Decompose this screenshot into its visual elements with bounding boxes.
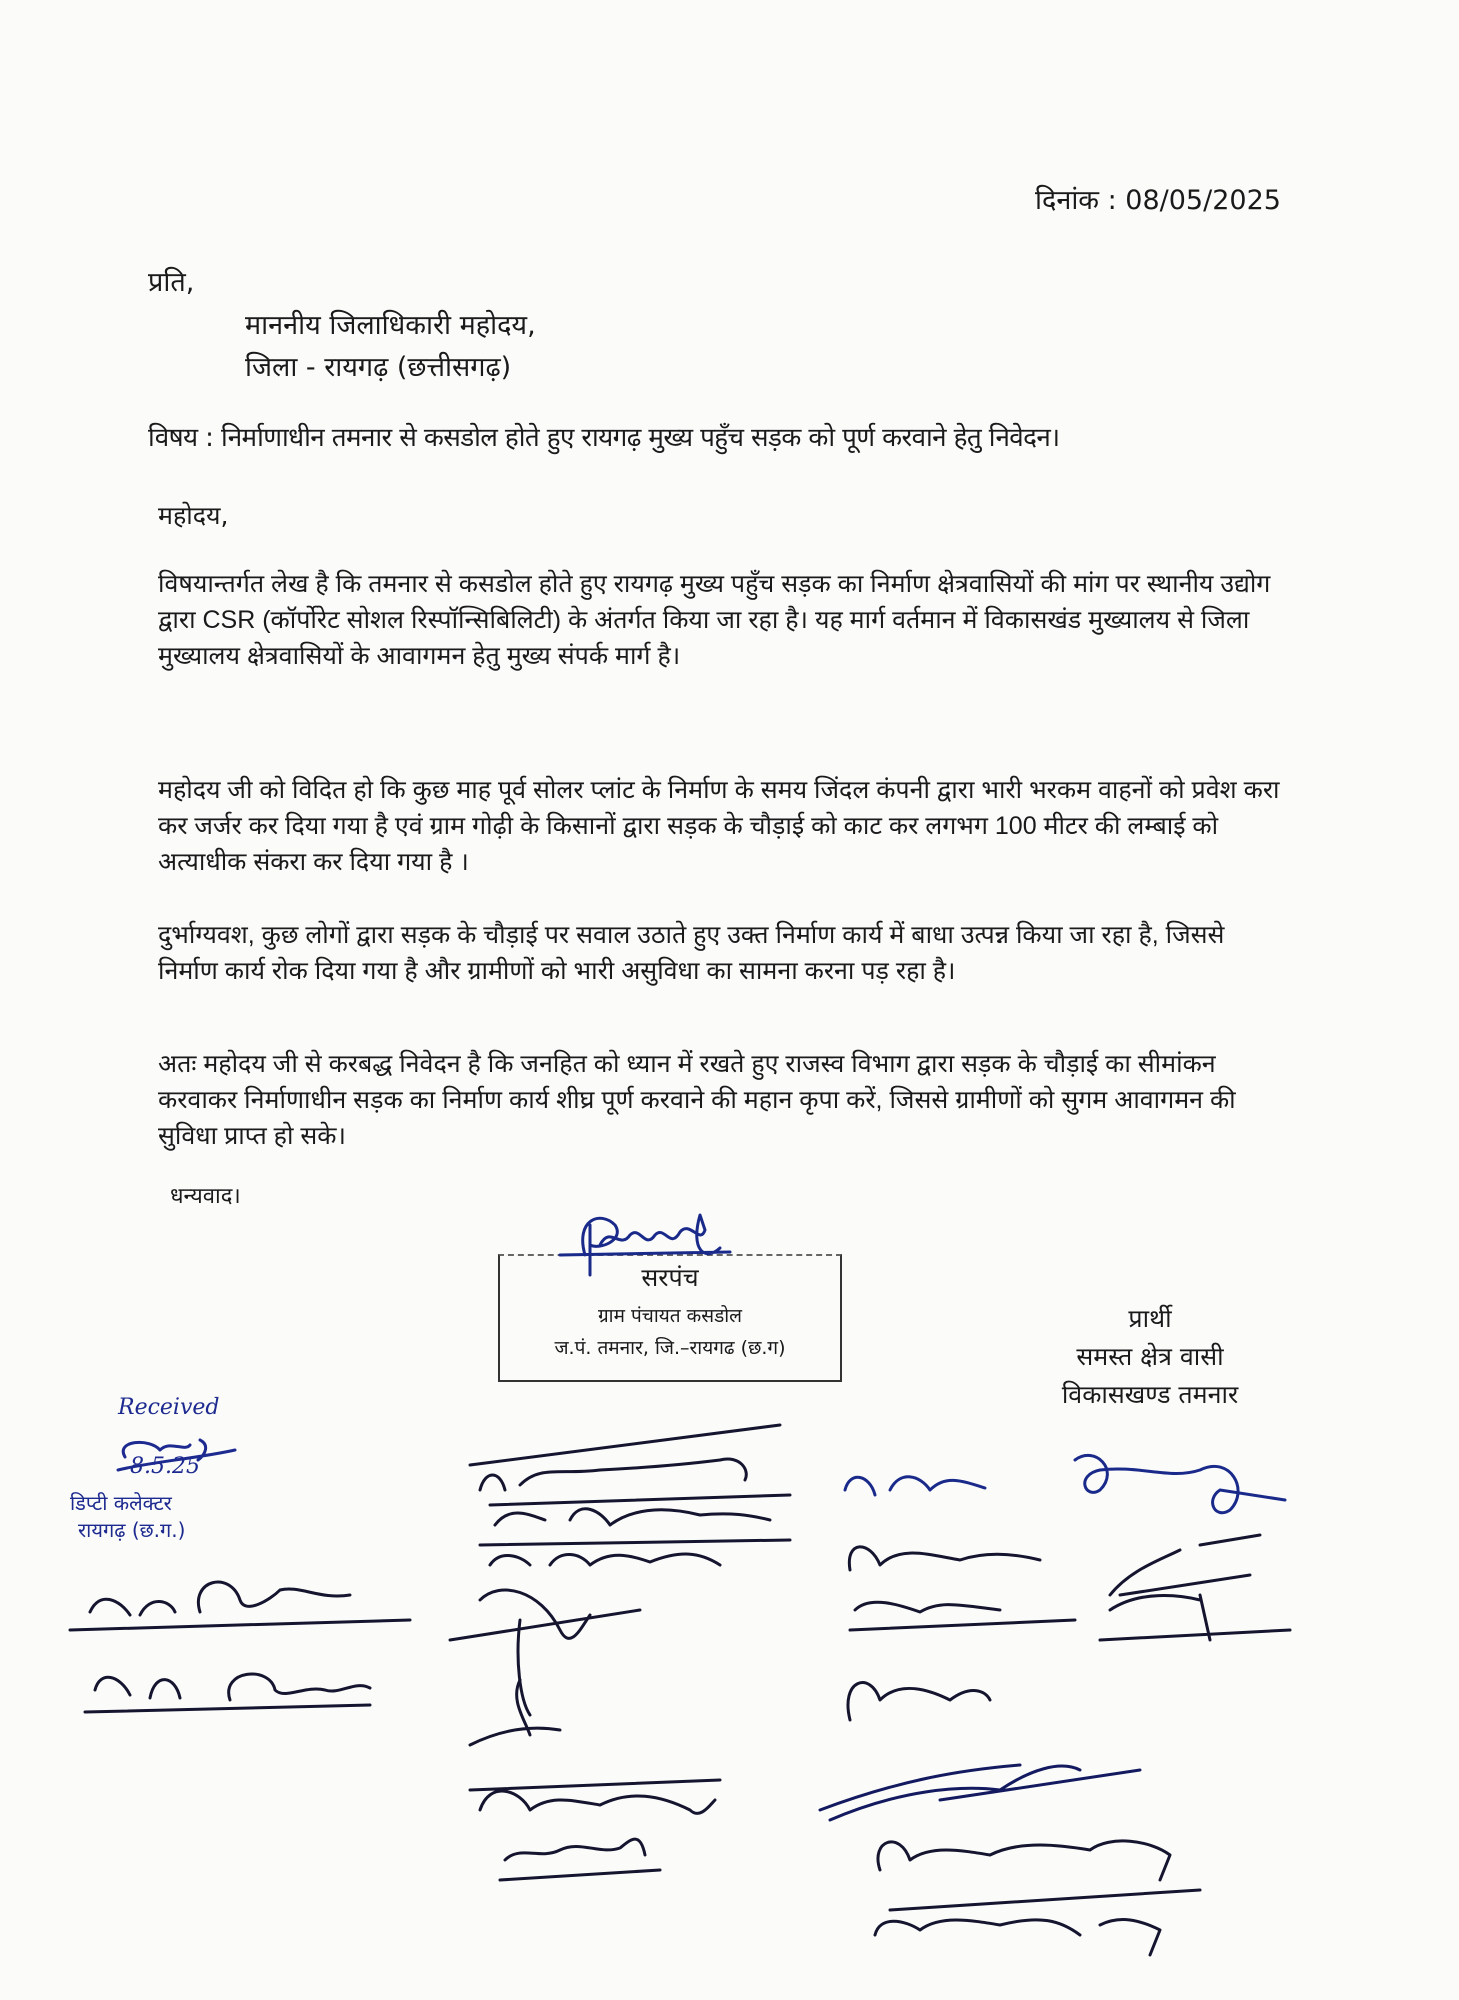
received-designation: डिप्टी कलेक्टर (70, 1491, 172, 1515)
signature-middle-7 (500, 1839, 660, 1880)
signature-middle-5 (470, 1680, 560, 1745)
received-word: Received (118, 1395, 220, 1420)
stamp-line-1: ग्राम पंचायत कसडोल (597, 1305, 743, 1327)
letter-date: दिनांक : 08/05/2025 (1035, 185, 1281, 216)
signature-middle-1 (470, 1425, 780, 1490)
signature-right-6 (878, 1841, 1170, 1880)
signature-middle-3 (480, 1540, 790, 1565)
signature-right-2 (849, 1535, 1260, 1595)
signature-left-1 (70, 1582, 410, 1630)
signature-right-5 (820, 1765, 1140, 1820)
signature-right-4 (848, 1683, 990, 1720)
to-label: प्रति, (148, 267, 195, 298)
petitioner-line-1: प्रार्थी (1128, 1304, 1172, 1333)
stamp-line-2: ज.पं. तमनार, जि.–रायगढ (छ.ग) (554, 1337, 786, 1359)
received-date: 8.5.25 (130, 1454, 200, 1479)
sarpanch-signature (560, 1215, 730, 1275)
subject-line: विषय : निर्माणाधीन तमनार से कसडोल होते हुए रायगढ़ मुख्य पहुँच सड़क को पूर्ण करवाने हेतु निवेदन। (148, 423, 1060, 453)
paragraph-4: अतः महोदय जी से करबद्ध निवेदन है कि जनहित को ध्यान में रखते हुए राजस्व विभाग द्वारा सड़क के चौड़ाई का सीमांकन करवाकर निर्माणाधीन सड़क का निर्माण कार्य शीघ्र पूर्ण करवाने की महान कृपा करें, जिससे ग्रामीणों को सुगम आवागमन की सुविधा प्राप्त हो सके। (158, 1050, 1236, 1150)
signature-right-3 (850, 1595, 1290, 1640)
paragraph-2: महोदय जी को विदित हो कि कुछ माह पूर्व सोलर प्लांट के निर्माण के समय जिंदल कंपनी द्वारा भारी भरकम वाहनों को प्रवेश करा कर जर्जर कर दिया गया है एवं ग्राम गोढ़ी के किसानों द्वारा सड़क के चौड़ाई को काट कर लगभग 100 मीटर की लम्बाई को अत्याधीक संकरा कर दिया गया है । (158, 776, 1280, 876)
petitioner-line-2: समस्त क्षेत्र वासी (1076, 1342, 1224, 1371)
paragraph-3: दुर्भाग्यवश, कुछ लोगों द्वारा सड़क के चौड़ाई पर सवाल उठाते हुए उक्त निर्माण कार्य में बाधा उत्पन्न किया जा रहा है, जिससे निर्माण कार्य रोक दिया गया है और ग्रामीणों को भारी असुविधा का सामना करना पड़ रहा है। (158, 921, 1225, 985)
closing: धन्यवाद। (170, 1184, 241, 1209)
stamp-role: सरपंच (641, 1263, 699, 1292)
signature-middle-6 (470, 1780, 720, 1813)
received-place: रायगढ़ (छ.ग.) (78, 1518, 186, 1542)
signature-right-7 (875, 1890, 1200, 1955)
signature-middle-2 (490, 1495, 790, 1525)
signature-left-2 (85, 1674, 370, 1712)
addressee-line-2: जिला - रायगढ़ (छत्तीसगढ़) (245, 352, 512, 383)
petitioner-line-3: विकासखण्ड तमनार (1061, 1380, 1239, 1409)
received-initial-signature (118, 1440, 235, 1470)
signature-right-1 (845, 1455, 1285, 1512)
salutation: महोदय, (158, 501, 229, 530)
addressee-line-1: माननीय जिलाधिकारी महोदय, (245, 310, 536, 341)
paragraph-1: विषयान्तर्गत लेख है कि तमनार से कसडोल होते हुए रायगढ़ मुख्य पहुँच सड़क का निर्माण क्षेत्रवासियों की मांग पर स्थानीय उद्योग द्वारा CSR (कॉर्पोरेट सोशल रिस्पॉन्सिबिलिटी) के अंतर्गत किया जा रहा है। यह मार्ग वर्तमान में विकासखंड मुख्यालय से जिला मुख्यालय क्षेत्रवासियों के आवागमन हेतु मुख्य संपर्क मार्ग है। (158, 570, 1271, 670)
signature-middle-4 (450, 1590, 640, 1715)
